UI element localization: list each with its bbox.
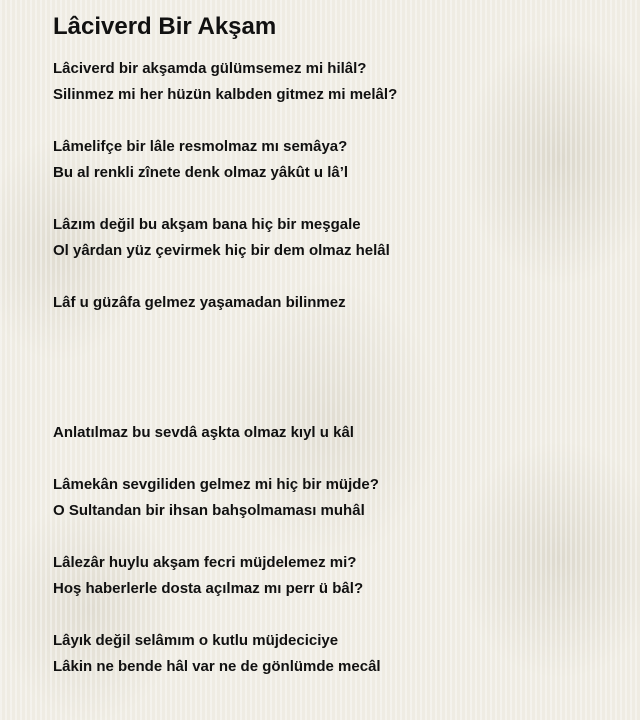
verse-line: Lâmelifçe bir lâle resmolmaz mı semâya? [53,138,348,155]
verse-line: Lâzım değil bu akşam bana hiç bir meşgale [53,216,361,233]
stanza-2 [53,134,623,186]
stanza-5 [53,420,623,446]
verse-line: Bu al renkli zînete denk olmaz yâkût u lâ’l [53,164,349,181]
verse-line: Lâlezâr huylu akşam fecri müjdelemez mi? [53,554,357,571]
verse-line: Ol yârdan yüz çevirmek hiç bir dem olmaz helâl [53,242,390,259]
verse-line: Lâyık değil selâmım o kutlu müjdeciciye [53,632,339,649]
stanza-3 [53,212,623,264]
verse-line: Lâciverd bir akşamda gülümsemez mi hilâl? [53,60,367,77]
stanza-1 [53,56,623,108]
verse-line: Lâkin ne bende hâl var ne de gönlümde mecâl [53,658,381,675]
poem-title: Lâciverd Bir Akşam [53,13,277,40]
verse-line: Hoş haberlerle dosta açılmaz mı perr ü bâl? [53,580,364,597]
verse-line: Anlatılmaz bu sevdâ aşkta olmaz kıyl u kâl [53,424,354,441]
stanza-7 [53,550,623,602]
verse-line: Lâf u güzâfa gelmez yaşamadan bilinmez [53,294,346,311]
verse-line: O Sultandan bir ihsan bahşolmaması muhâl [53,502,365,519]
stanza-6 [53,472,623,524]
stanza-8 [53,628,623,680]
stanza-4 [53,290,623,316]
verse-line: Lâmekân sevgiliden gelmez mi hiç bir müjde? [53,476,379,493]
verse-line: Silinmez mi her hüzün kalbden gitmez mi melâl? [53,86,398,103]
poem [53,12,623,706]
blank-space [53,342,623,420]
